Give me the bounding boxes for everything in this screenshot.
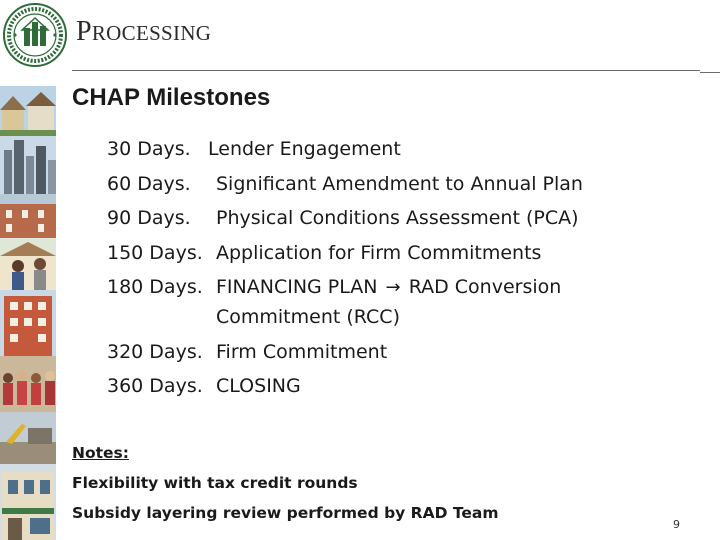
milestone-item <box>104 371 694 406</box>
section-title-initial: P <box>76 16 92 47</box>
photo-storefront <box>0 464 56 540</box>
milestone-text-continued: Commitment (RCC) <box>216 306 400 328</box>
milestone-text: Firm Commitment <box>216 340 388 363</box>
milestone-days: 60 Days. <box>107 172 191 195</box>
milestone-text: Physical Conditions Assessment (PCA) <box>216 207 579 229</box>
photo-people <box>0 238 56 290</box>
milestone-list <box>104 134 694 406</box>
milestone-days: 360 Days. <box>107 375 203 397</box>
photo-group <box>0 356 56 412</box>
milestone-text-part-a: FINANCING PLAN <box>216 276 378 298</box>
milestone-days: 30 Days. <box>107 138 191 160</box>
photo-houses <box>0 86 56 136</box>
milestone-item <box>104 238 694 273</box>
photo-strip <box>0 86 56 540</box>
hud-seal-logo <box>2 2 68 68</box>
milestone-days: 150 Days. <box>107 241 203 264</box>
header-divider <box>72 70 700 71</box>
arrow-right-icon: → <box>385 277 401 298</box>
section-title-rest: ROCESSING <box>91 21 212 45</box>
milestone-text-part-b: RAD Conversion <box>408 276 562 298</box>
milestone-days: 90 Days. <box>107 207 191 229</box>
milestone-text <box>216 272 561 303</box>
photo-skyline <box>0 136 56 194</box>
milestone-text: Significant Amendment to Annual Plan <box>216 172 583 195</box>
photo-apartment <box>0 290 56 356</box>
milestone-text: Lender Engagement <box>208 138 401 160</box>
header-divider-end <box>700 72 720 73</box>
page-number: 9 <box>673 518 680 531</box>
notes-section <box>72 438 499 528</box>
slide-subtitle: CHAP Milestones <box>72 84 271 111</box>
milestone-days: 320 Days. <box>107 340 203 363</box>
milestone-text: CLOSING <box>216 375 301 397</box>
photo-townhouses <box>0 194 56 238</box>
photo-demolition <box>0 412 56 464</box>
notes-item: Subsidy layering review performed by RAD Team <box>72 504 499 522</box>
notes-item: Flexibility with tax credit rounds <box>72 474 358 492</box>
milestone-days: 180 Days. <box>107 276 203 298</box>
notes-heading: Notes: <box>72 444 129 462</box>
milestone-item <box>104 337 694 372</box>
milestone-item <box>104 272 694 337</box>
milestone-item <box>104 203 694 238</box>
milestone-item <box>104 169 694 204</box>
milestone-item <box>104 134 694 169</box>
section-title <box>76 16 211 48</box>
milestone-text: Application for Firm Commitments <box>216 241 542 264</box>
